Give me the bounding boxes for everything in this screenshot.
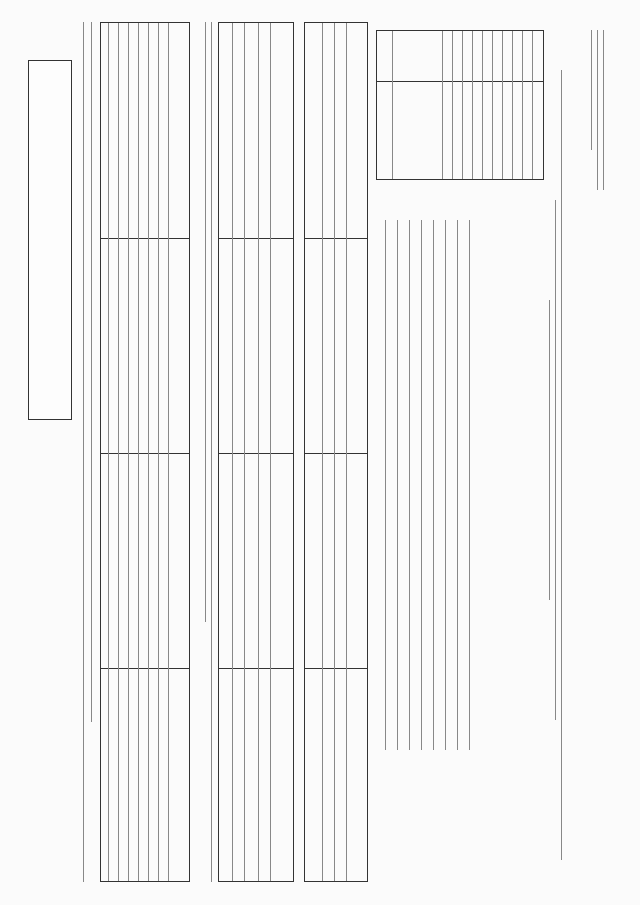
recipient-fill-line <box>457 220 458 750</box>
footnote-line <box>211 22 212 882</box>
section-1-table <box>304 22 368 882</box>
section-1-1-table <box>218 22 294 882</box>
recipient-fill-line <box>385 220 386 750</box>
section-3-heading-line <box>91 22 92 722</box>
recipient-fill-line <box>397 220 398 750</box>
recipient-fill-line <box>409 220 410 750</box>
header-text-line <box>591 30 592 150</box>
recipient-fill-line <box>433 220 434 750</box>
header-text-line <box>603 30 604 190</box>
document-title-line <box>561 70 562 860</box>
footnote-line <box>205 22 206 622</box>
formula-box <box>28 60 72 420</box>
section-2-table <box>100 22 190 882</box>
document-title-line <box>549 300 550 600</box>
recipient-fill-line <box>469 220 470 750</box>
recipient-fill-line <box>421 220 422 750</box>
codes-table <box>376 30 544 180</box>
section-3-heading-line <box>83 22 84 882</box>
header-text-line <box>597 30 598 190</box>
recipient-fill-line <box>445 220 446 750</box>
document-title-line <box>555 200 556 720</box>
